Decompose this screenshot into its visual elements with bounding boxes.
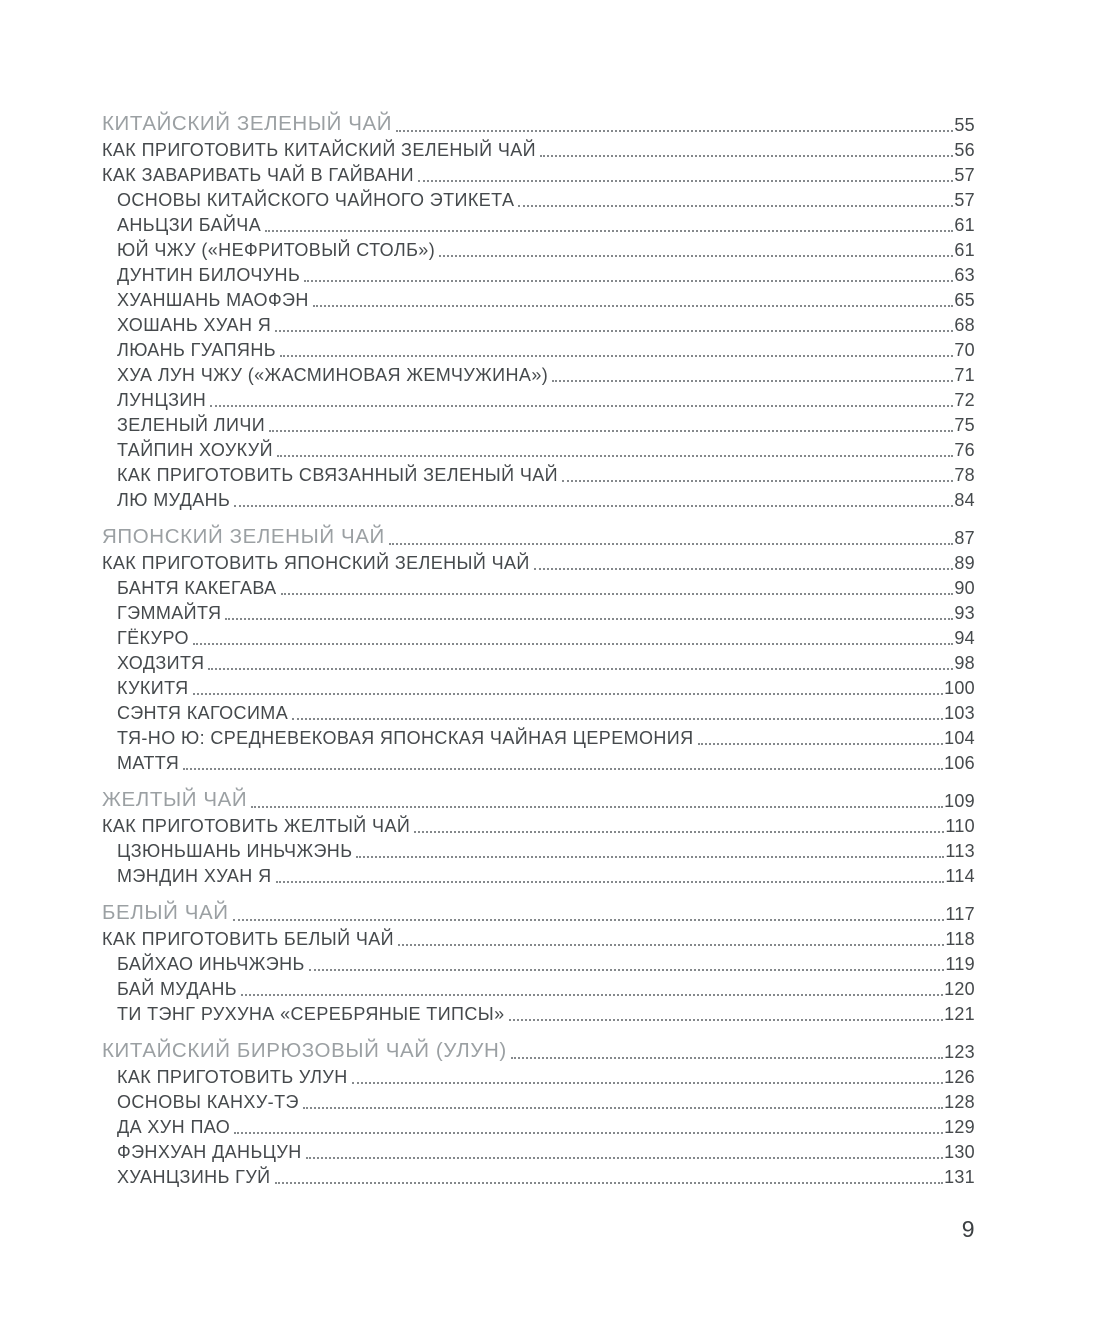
toc-row [102, 461, 975, 486]
dot-leader [313, 305, 954, 307]
toc-entry-page: 56 [954, 140, 975, 160]
toc-section [102, 782, 975, 887]
toc-entry-page: 120 [944, 979, 975, 999]
toc-row [102, 837, 975, 862]
toc-entry-title: ТИ ТЭНГ РУХУНА «СЕРЕБРЯНЫЕ ТИПСЫ» [117, 1004, 505, 1024]
toc-row [102, 486, 975, 511]
toc-row [102, 812, 975, 837]
toc-entry-title: КАК ПРИГОТОВИТЬ ЖЕЛТЫЙ ЧАЙ [102, 816, 411, 836]
dot-leader [562, 480, 953, 482]
page-number: 9 [961, 1216, 975, 1242]
toc-entry-title: ДУНТИН БИЛОЧУНЬ [117, 265, 301, 285]
toc-row [102, 1163, 975, 1188]
dot-leader [233, 919, 945, 921]
toc-entry-title: БЕЛЫЙ ЧАЙ [102, 901, 229, 924]
toc-row [102, 649, 975, 674]
toc-entry-page: 57 [954, 190, 975, 210]
dot-leader [352, 1082, 943, 1084]
toc-row [102, 186, 975, 211]
toc-row [102, 699, 975, 724]
dot-leader [241, 994, 943, 996]
toc-row [102, 674, 975, 699]
dot-leader [193, 693, 944, 695]
dot-leader [208, 668, 953, 670]
dot-leader [292, 718, 943, 720]
toc-entry-page: 61 [954, 215, 975, 235]
toc-row [102, 261, 975, 286]
toc-entry-title: КАК ПРИГОТОВИТЬ УЛУН [117, 1067, 348, 1087]
dot-leader [183, 768, 943, 770]
dot-leader [275, 330, 953, 332]
toc-row [102, 724, 975, 749]
toc-row [102, 386, 975, 411]
dot-leader [276, 881, 945, 883]
toc-entry-title: ЗЕЛЕНЫЙ ЛИЧИ [117, 415, 266, 435]
toc-entry-page: 103 [944, 703, 975, 723]
toc-entry-title: ХУАНШАНЬ МАОФЭН [117, 290, 309, 310]
toc-row [102, 136, 975, 161]
toc-entry-title: ЛЮАНЬ ГУАПЯНЬ [117, 340, 276, 360]
toc-section [102, 1033, 975, 1188]
toc-entry-page: 110 [945, 816, 975, 836]
toc-entry-page: 63 [954, 265, 975, 285]
toc-entry-page: 126 [944, 1067, 975, 1087]
toc-entry-page: 65 [954, 290, 975, 310]
dot-leader [418, 180, 953, 182]
toc-entry-page: 113 [945, 841, 975, 861]
dot-leader [414, 831, 944, 833]
dot-leader [265, 230, 953, 232]
toc-entry-title: КИТАЙСКИЙ ЗЕЛЕНЫЙ ЧАЙ [102, 112, 393, 135]
dot-leader [389, 543, 954, 545]
toc-entry-title: ДА ХУН ПАО [117, 1117, 231, 1137]
toc-row [102, 336, 975, 361]
dot-leader [552, 380, 953, 382]
toc-entry-page: 55 [954, 115, 975, 135]
toc-row [102, 599, 975, 624]
toc-entry-title: ХУА ЛУН ЧЖУ («ЖАСМИНОВАЯ ЖЕМЧУЖИНА») [117, 365, 549, 385]
toc-entry-page: 114 [945, 866, 975, 886]
toc-row [102, 1113, 975, 1138]
dot-leader [356, 856, 944, 858]
toc-entry-page: 121 [944, 1004, 975, 1024]
toc-entry-page: 130 [944, 1142, 975, 1162]
toc-entry-title: МАТТЯ [117, 753, 180, 773]
toc-row [102, 624, 975, 649]
toc-entry-page: 98 [954, 653, 975, 673]
toc-entry-title: ЛУНЦЗИН [117, 390, 207, 410]
dot-leader [234, 1132, 943, 1134]
toc-entry-title: БАЙ МУДАНЬ [117, 979, 237, 999]
dot-leader [275, 1182, 944, 1184]
toc-entry-title: ФЭНХУАН ДАНЬЦУН [117, 1142, 302, 1162]
toc-entry-title: КУКИТЯ [117, 678, 189, 698]
toc-row [102, 106, 975, 136]
toc-entry-title: КАК ПРИГОТОВИТЬ БЕЛЫЙ ЧАЙ [102, 929, 394, 949]
toc-entry-title: ХОШАНЬ ХУАН Я [117, 315, 272, 335]
toc-entry-title: ТЯ-НО Ю: СРЕДНЕВЕКОВАЯ ЯПОНСКАЯ ЧАЙНАЯ ЦЕРЕМОНИЯ [117, 728, 694, 748]
toc-entry-page: 68 [954, 315, 975, 335]
toc-entry-page: 89 [954, 553, 975, 573]
toc-row [102, 519, 975, 549]
toc-entry-title: ЦЗЮНЬШАНЬ ИНЬЧЖЭНЬ [117, 841, 353, 861]
toc-entry-page: 119 [945, 954, 975, 974]
dot-leader [518, 205, 953, 207]
dot-leader [511, 1057, 943, 1059]
dot-leader [225, 618, 953, 620]
toc-entry-page: 72 [954, 390, 975, 410]
dot-leader [281, 593, 954, 595]
dot-leader [210, 405, 953, 407]
dot-leader [234, 505, 953, 507]
toc-entry-title: БАНТЯ КАКЕГАВА [117, 578, 277, 598]
toc-entry-title: КИТАЙСКИЙ БИРЮЗОВЫЙ ЧАЙ (УЛУН) [102, 1039, 507, 1062]
toc-entry-page: 94 [954, 628, 975, 648]
toc-entry-title: ЖЕЛТЫЙ ЧАЙ [102, 788, 248, 811]
dot-leader [509, 1019, 944, 1021]
toc-row [102, 925, 975, 950]
dot-leader [304, 280, 953, 282]
toc-entry-page: 61 [954, 240, 975, 260]
toc-row [102, 975, 975, 1000]
toc-entry-page: 75 [954, 415, 975, 435]
toc-row [102, 311, 975, 336]
toc-row [102, 1033, 975, 1063]
toc-entry-page: 123 [944, 1042, 975, 1062]
dot-leader [193, 643, 953, 645]
toc-row [102, 574, 975, 599]
toc-entry-page: 78 [954, 465, 975, 485]
toc-row [102, 361, 975, 386]
toc-row [102, 436, 975, 461]
toc-entry-title: ХОДЗИТЯ [117, 653, 205, 673]
toc-row [102, 211, 975, 236]
toc-entry-page: 76 [954, 440, 975, 460]
toc-entry-title: БАЙХАО ИНЬЧЖЭНЬ [117, 954, 305, 974]
toc-entry-page: 90 [954, 578, 975, 598]
toc-row [102, 549, 975, 574]
toc-section [102, 106, 975, 511]
dot-leader [303, 1107, 943, 1109]
toc-entry-title: ЯПОНСКИЙ ЗЕЛЕНЫЙ ЧАЙ [102, 525, 385, 548]
toc-entry-page: 87 [954, 528, 975, 548]
dot-leader [269, 430, 953, 432]
toc-row [102, 236, 975, 261]
toc-entry-page: 70 [954, 340, 975, 360]
toc-row [102, 749, 975, 774]
toc-entry-page: 109 [944, 791, 975, 811]
toc-row [102, 895, 975, 925]
toc-list [102, 106, 975, 1188]
toc-entry-title: ТАЙПИН ХОУКУЙ [117, 440, 273, 460]
toc-entry-page: 129 [944, 1117, 975, 1137]
dot-leader [698, 743, 944, 745]
toc-entry-title: ГЁКУРО [117, 628, 189, 648]
toc-row [102, 1063, 975, 1088]
toc-row [102, 1088, 975, 1113]
toc-row [102, 1000, 975, 1025]
toc-entry-title: КАК ЗАВАРИВАТЬ ЧАЙ В ГАЙВАНИ [102, 165, 415, 185]
toc-entry-page: 131 [944, 1167, 975, 1187]
toc-entry-title: КАК ПРИГОТОВИТЬ КИТАЙСКИЙ ЗЕЛЕНЫЙ ЧАЙ [102, 140, 536, 160]
toc-entry-page: 128 [944, 1092, 975, 1112]
dot-leader [309, 969, 945, 971]
toc-entry-page: 84 [954, 490, 975, 510]
toc-entry-title: ОСНОВЫ КИТАЙСКОГО ЧАЙНОГО ЭТИКЕТА [117, 190, 515, 210]
dot-leader [439, 255, 953, 257]
toc-row [102, 286, 975, 311]
toc-entry-page: 71 [954, 365, 975, 385]
toc-entry-page: 57 [954, 165, 975, 185]
page-footer [102, 1216, 975, 1243]
toc-entry-page: 106 [944, 753, 975, 773]
toc-section [102, 895, 975, 1025]
toc-entry-page: 104 [944, 728, 975, 748]
dot-leader [540, 155, 953, 157]
toc-row [102, 411, 975, 436]
toc-row [102, 782, 975, 812]
toc-entry-title: ГЭММАЙТЯ [117, 603, 222, 623]
toc-row [102, 950, 975, 975]
toc-entry-title: КАК ПРИГОТОВИТЬ ЯПОНСКИЙ ЗЕЛЕНЫЙ ЧАЙ [102, 553, 530, 573]
toc-entry-title: ОСНОВЫ КАНХУ-ТЭ [117, 1092, 299, 1112]
toc-entry-title: ЮЙ ЧЖУ («НЕФРИТОВЫЙ СТОЛБ») [117, 240, 436, 260]
toc-entry-title: АНЬЦЗИ БАЙЧА [117, 215, 262, 235]
dot-leader [534, 568, 954, 570]
toc-entry-title: СЭНТЯ КАГОСИМА [117, 703, 289, 723]
toc-entry-title: КАК ПРИГОТОВИТЬ СВЯЗАННЫЙ ЗЕЛЕНЫЙ ЧАЙ [117, 465, 558, 485]
toc-row [102, 1138, 975, 1163]
toc-entry-title: ХУАНЦЗИНЬ ГУЙ [117, 1167, 271, 1187]
toc-entry-page: 117 [945, 904, 975, 924]
dot-leader [398, 944, 944, 946]
toc-row [102, 862, 975, 887]
dot-leader [251, 806, 943, 808]
toc-entry-title: ЛЮ МУДАНЬ [117, 490, 231, 510]
toc-entry-page: 100 [944, 678, 975, 698]
toc-entry-page: 118 [945, 929, 975, 949]
dot-leader [396, 130, 953, 132]
dot-leader [280, 355, 953, 357]
toc-entry-title: МЭНДИН ХУАН Я [117, 866, 272, 886]
dot-leader [277, 455, 953, 457]
toc-section [102, 519, 975, 774]
toc-entry-page: 93 [954, 603, 975, 623]
toc-row [102, 161, 975, 186]
dot-leader [306, 1157, 943, 1159]
